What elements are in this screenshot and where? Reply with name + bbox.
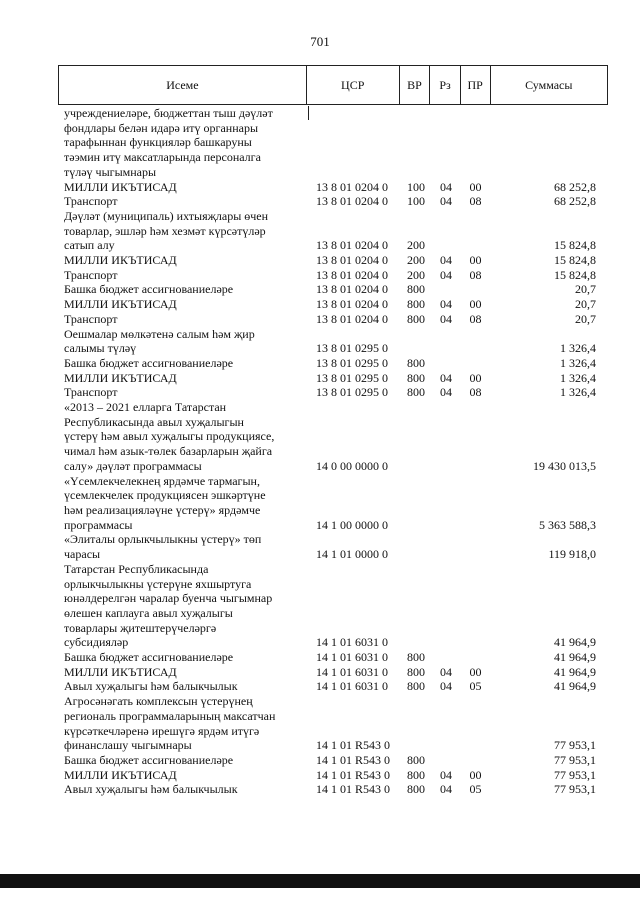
row-rz: 04 [440,664,452,679]
row-csr: 14 1 01 6031 0 [316,664,388,679]
row-name: Башка бюджет ассигнованиеләре [64,752,234,767]
table-row [58,297,608,312]
row-name: Авыл хуҗалыгы һәм балыкчылык [64,679,238,694]
row-name: учреждениеләре, бюджеттан тыш дәүләт фондлары белән идарә итү органнары тарафыннан функцияләр башкаруны тәэмин итү максатларында персоналга түләү чыгымнары [64,106,273,179]
row-sum: 15 824,8 [554,253,596,268]
row-vr: 800 [407,282,425,297]
row-rz: 04 [440,179,452,194]
row-name: Оешмалар мөлкәтенә салым һәм җир салымы түләү [64,326,255,356]
table-row [58,312,608,327]
row-sum: 41 964,9 [554,635,596,650]
row-name: Дәүләт (муниципаль) ихтыяҗлары өчен товарлар, эшләр һәм хезмәт күрсәтүләр сатып алу [64,208,269,253]
header-rz: Рз [430,66,461,104]
header-pr: ПР [461,66,491,104]
row-vr: 800 [407,370,425,385]
row-csr: 14 1 01 6031 0 [316,679,388,694]
row-name: Транспорт [64,385,118,400]
table-row [58,679,608,694]
header-csr: ЦСР [307,66,400,104]
table-header [58,65,608,105]
row-sum: 41 964,9 [554,679,596,694]
row-csr: 13 8 01 0204 0 [316,179,388,194]
row-sum: 41 964,9 [554,650,596,665]
row-pr: 08 [469,267,482,282]
row-vr: 800 [407,385,425,400]
row-pr: 00 [469,253,482,268]
table-row [58,106,608,180]
row-vr: 800 [407,664,425,679]
row-pr: 00 [469,767,482,782]
table-row [58,356,608,371]
row-vr: 800 [407,650,425,665]
table-row [58,562,608,650]
row-name: Транспорт [64,194,118,209]
row-csr: 13 8 01 0295 0 [316,385,388,400]
row-rz: 04 [440,194,452,209]
table-row [58,209,608,253]
row-rz: 04 [440,767,452,782]
row-sum: 68 252,8 [554,194,596,209]
row-csr: 13 8 01 0204 0 [316,311,388,326]
row-name: МИЛЛИ ИКЪТИСАД [64,179,177,194]
row-vr: 800 [407,782,425,797]
row-csr: 13 8 01 0295 0 [316,341,388,356]
row-pr: 05 [469,782,482,797]
row-sum: 77 953,1 [554,767,596,782]
table-row [58,753,608,768]
row-csr: 14 1 00 0000 0 [316,517,388,532]
row-pr: 08 [469,194,482,209]
row-name: МИЛЛИ ИКЪТИСАД [64,253,177,268]
row-rz: 04 [440,782,452,797]
table-row [58,400,608,474]
row-name: Башка бюджет ассигнованиеләре [64,355,234,370]
row-sum: 5 363 588,3 [539,517,596,532]
row-csr: 13 8 01 0204 0 [316,297,388,312]
row-name: «2013 – 2021 елларга Татарстан Республикасында авыл хуҗалыгын үстерү һәм авыл хуҗалыгы продукциясе, чимал һәм азык-төлек базарларын җайга салу» дәүләт программасы [64,400,275,473]
row-csr: 14 1 01 R543 0 [316,752,391,767]
table-row [58,268,608,283]
table-row [58,371,608,386]
row-name: МИЛЛИ ИКЪТИСАД [64,664,177,679]
row-rz: 04 [440,311,452,326]
header-sum: Суммасы [525,77,573,92]
row-pr: 00 [469,664,482,679]
table-row [58,385,608,400]
row-vr: 200 [407,253,425,268]
row-sum: 68 252,8 [554,179,596,194]
row-sum: 20,7 [575,282,596,297]
row-name: Татарстан Республикасында орлыкчылыкны үстерүне яхшыртуга юнәлдерелгән чаралар буенча чыгымнар өлешен каплауга авыл хуҗалыгы товарлары җитештерүчеләргә субсидияләр [64,561,273,650]
row-csr: 13 8 01 0204 0 [316,253,388,268]
row-name: Агросәнәгать комплексын үстерүнең региональ программаларының максатчан күрсәткечләренә ирешүгә ярдәм итүгә финанслашу чыгымнары [64,694,276,753]
table-row [58,665,608,680]
row-csr: 14 1 01 6031 0 [316,650,388,665]
table-row [58,194,608,209]
row-pr: 00 [469,179,482,194]
row-name: Башка бюджет ассигнованиеләре [64,650,234,665]
row-csr: 13 8 01 0204 0 [316,194,388,209]
row-sum: 20,7 [575,297,596,312]
row-rz: 04 [440,253,452,268]
row-name: Авыл хуҗалыгы һәм балыкчылык [64,782,238,797]
row-vr: 800 [407,767,425,782]
row-vr: 800 [407,679,425,694]
row-csr: 14 0 00 0000 0 [316,458,388,473]
row-name: Башка бюджет ассигнованиеләре [64,282,234,297]
row-name: МИЛЛИ ИКЪТИСАД [64,767,177,782]
row-sum: 77 953,1 [554,782,596,797]
row-sum: 77 953,1 [554,738,596,753]
header-name: Исеме [59,66,307,104]
row-sum: 1 326,4 [560,341,596,356]
row-rz: 04 [440,679,452,694]
table-row [58,782,608,797]
row-sum: 20,7 [575,311,596,326]
row-vr: 200 [407,267,425,282]
table-row [58,694,608,753]
row-csr: 13 8 01 0295 0 [316,370,388,385]
row-rz: 04 [440,370,452,385]
row-vr: 800 [407,752,425,767]
table-row [58,768,608,783]
row-vr: 100 [407,179,425,194]
row-rz: 04 [440,385,452,400]
row-csr: 13 8 01 0204 0 [316,282,388,297]
row-sum: 19 430 013,5 [533,458,596,473]
row-name: «Элиталы орлыкчылыкны үстерү» төп чарасы [64,532,262,562]
row-sum: 77 953,1 [554,752,596,767]
row-name: Транспорт [64,267,118,282]
row-vr: 100 [407,194,425,209]
table-row [58,180,608,195]
row-csr: 14 1 01 R543 0 [316,782,391,797]
row-vr: 800 [407,355,425,370]
row-rz: 04 [440,297,452,312]
row-sum: 1 326,4 [560,370,596,385]
row-sum: 15 824,8 [554,238,596,253]
row-vr: 800 [407,297,425,312]
row-csr: 14 1 01 R543 0 [316,767,391,782]
row-pr: 08 [469,385,482,400]
table-row [58,327,608,356]
row-name: МИЛЛИ ИКЪТИСАД [64,297,177,312]
row-name: Транспорт [64,311,118,326]
row-sum: 15 824,8 [554,267,596,282]
row-sum: 41 964,9 [554,664,596,679]
row-vr: 800 [407,311,425,326]
row-csr: 14 1 01 0000 0 [316,547,388,562]
page-number: 701 [310,34,330,49]
row-csr: 14 1 01 R543 0 [316,738,391,753]
row-csr: 14 1 01 6031 0 [316,635,388,650]
table-row [58,650,608,665]
row-pr: 00 [469,370,482,385]
row-sum: 119 918,0 [548,547,596,562]
row-name: «Үсемлекчелекнең ярдәмче тармагын, үсемлекчелек продукциясен эшкәртүне һәм реализацияләүне үстерү» ярдәмче программасы [64,473,266,532]
row-csr: 13 8 01 0204 0 [316,267,388,282]
row-rz: 04 [440,267,452,282]
scan-edge-bar [0,874,640,888]
row-pr: 08 [469,311,482,326]
header-vr: ВР [400,66,431,104]
row-sum: 1 326,4 [560,355,596,370]
row-csr: 13 8 01 0204 0 [316,238,388,253]
table-row [58,282,608,297]
row-sum: 1 326,4 [560,385,596,400]
table-row [58,253,608,268]
row-pr: 00 [469,297,482,312]
table-body [58,106,608,797]
row-vr: 200 [407,238,425,253]
row-name: МИЛЛИ ИКЪТИСАД [64,370,177,385]
row-pr: 05 [469,679,482,694]
table-row [58,532,608,561]
table-row [58,474,608,533]
row-csr: 13 8 01 0295 0 [316,355,388,370]
